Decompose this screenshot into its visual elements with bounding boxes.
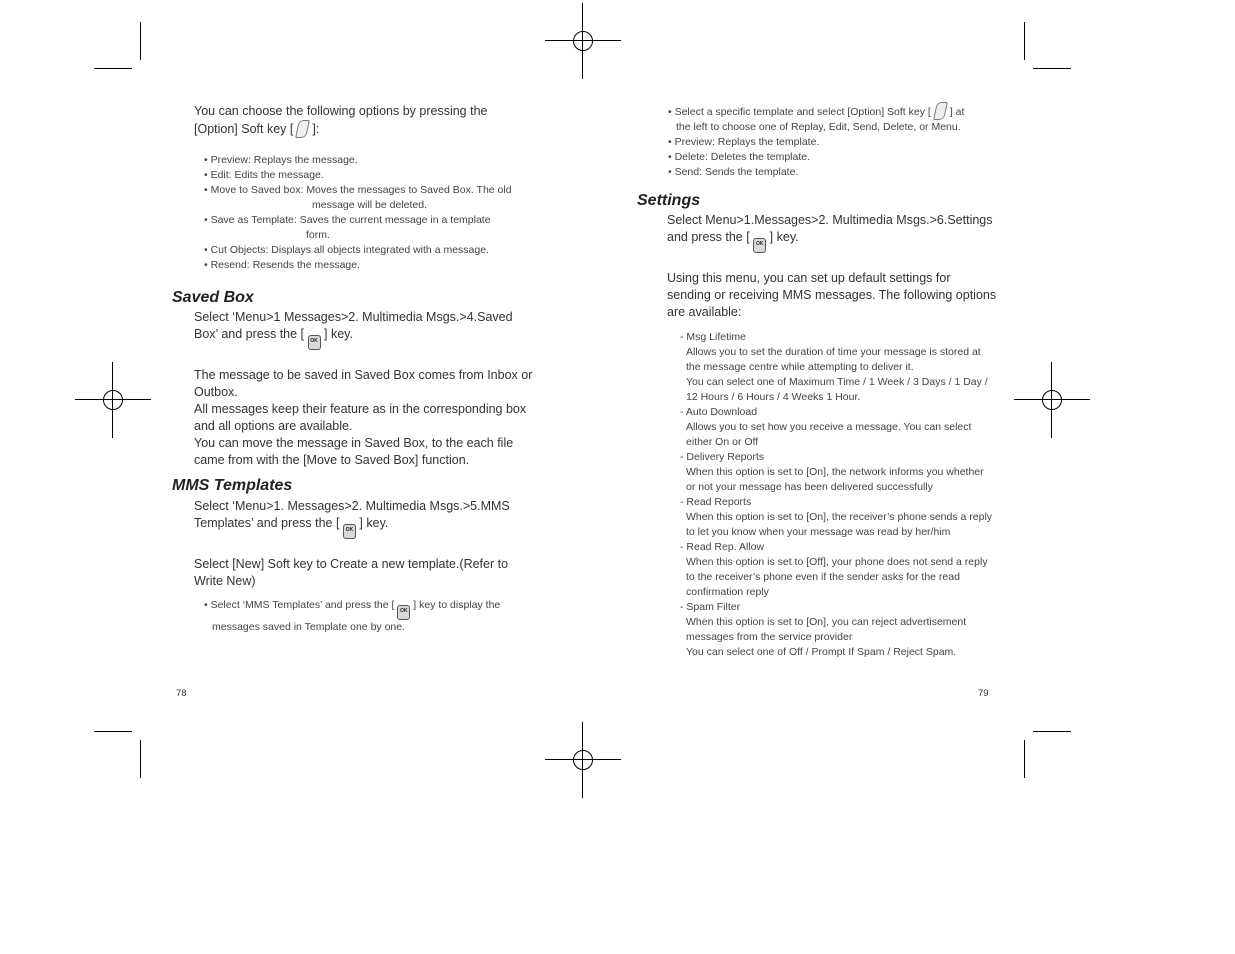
crop-mark (1033, 68, 1071, 69)
list-item: - Auto Download (680, 406, 758, 418)
list-item: - Msg Lifetime (680, 331, 746, 343)
list-item: - Read Reports (680, 496, 752, 508)
list-item: - Delivery Reports (680, 451, 765, 463)
soft-key-icon (933, 102, 948, 120)
crop-mark (1024, 22, 1025, 60)
crop-mark (94, 731, 132, 732)
list-item: • Cut Objects: Displays all objects integrated with a message. (204, 244, 489, 256)
settings-heading: Settings (637, 192, 701, 209)
crop-mark (94, 68, 132, 69)
saved-box-heading: Saved Box (172, 289, 254, 306)
registration-mark (545, 722, 621, 798)
mms-templates-body: Select ‘Menu>1. Messages>2. Multimedia Msgs.>5.MMS Templates’ and press the [ OK ] key. Select [New] Soft key to Create a new template.(Refer to Write New) (194, 499, 510, 588)
list-item: message will be deleted. (312, 199, 427, 211)
crop-mark (140, 22, 141, 60)
list-item: • Move to Saved box: Moves the messages to Saved Box. The old (204, 184, 512, 196)
ok-key-icon: OK (343, 524, 356, 539)
mms-templates-bullet: • Select ‘MMS Templates’ and press the [ OK ] key to display the messages saved in Template one by one. (204, 599, 501, 633)
ok-key-icon: OK (753, 238, 766, 253)
list-item: - Read Rep. Allow (680, 541, 765, 553)
crop-mark (1033, 731, 1071, 732)
list-item: • Resend: Resends the message. (204, 259, 361, 271)
template-bullets: • Select a specific template and select [Option] Soft key [ ] at the left to choose one of Replay, Edit, Send, Delete, or Menu. • Preview: Replays the template. • Delete: Deletes the template. • Send: Sends the template. (668, 102, 1008, 180)
crop-mark (1024, 740, 1025, 778)
registration-mark (75, 362, 151, 438)
settings-options: - Msg Lifetime Allows you to set the duration of time your message is stored at the message centre while attempting to deliver it. You can select one of Maximum Time / 1 Week / 3 Days / 1 Day / 12 Hours / 6 Hours / 4 Weeks 1 Hour. - Auto Download Allows you to set how you receive a message. You can select either On or Off - Delivery Reports When this option is set to [On], the network informs you whether or not your message has been delivered successfully - Read Reports When this option is set to [On], the receiver’s phone sends a reply to let you know when your message was read by her/him - Read Rep. Allow When this option is set to [Off], your phone does not send a reply to the receiver’s phone even if the sender asks for the read confirmation reply - Spam Filter When this option is set to [On], you can reject advertisement messages from the service provider You can select one of Off / Prompt If Spam / Reject Spam. (680, 330, 1000, 660)
ok-key-icon: OK (397, 605, 410, 620)
registration-mark (1014, 362, 1090, 438)
list-item: • Save as Template: Saves the current message in a template (204, 214, 491, 226)
mms-templates-heading: MMS Templates (172, 477, 293, 494)
list-item: • Preview: Replays the message. (204, 154, 358, 166)
crop-mark (140, 740, 141, 778)
registration-mark (545, 3, 621, 79)
saved-box-body: Select ‘Menu>1 Messages>2. Multimedia Msgs.>4.Saved Box’ and press the [ OK ] key. The message to be saved in Saved Box comes from Inbox or Outbox. All messages keep their feature as in the corresponding box and all options are available. You can move the message in Saved Box, to the each file came from with the [Move to Saved Box] function. (194, 310, 533, 467)
page-number-right: 79 (978, 688, 989, 699)
options-list (204, 153, 544, 273)
list-item: • Edit: Edits the message. (204, 169, 324, 181)
page-number-left: 78 (176, 688, 187, 699)
soft-key-icon (295, 120, 310, 138)
intro-text: You can choose the following options by pressing the [Option] Soft key [ ]: (194, 104, 488, 136)
list-item: - Spam Filter (680, 601, 741, 613)
ok-key-icon: OK (308, 335, 321, 350)
list-item: form. (306, 229, 330, 241)
settings-body: Select Menu>1.Messages>2. Multimedia Msgs.>6.Settings and press the [ OK ] key. Using this menu, you can set up default settings for sending or receiving MMS messages. The following options are available: (667, 213, 997, 319)
